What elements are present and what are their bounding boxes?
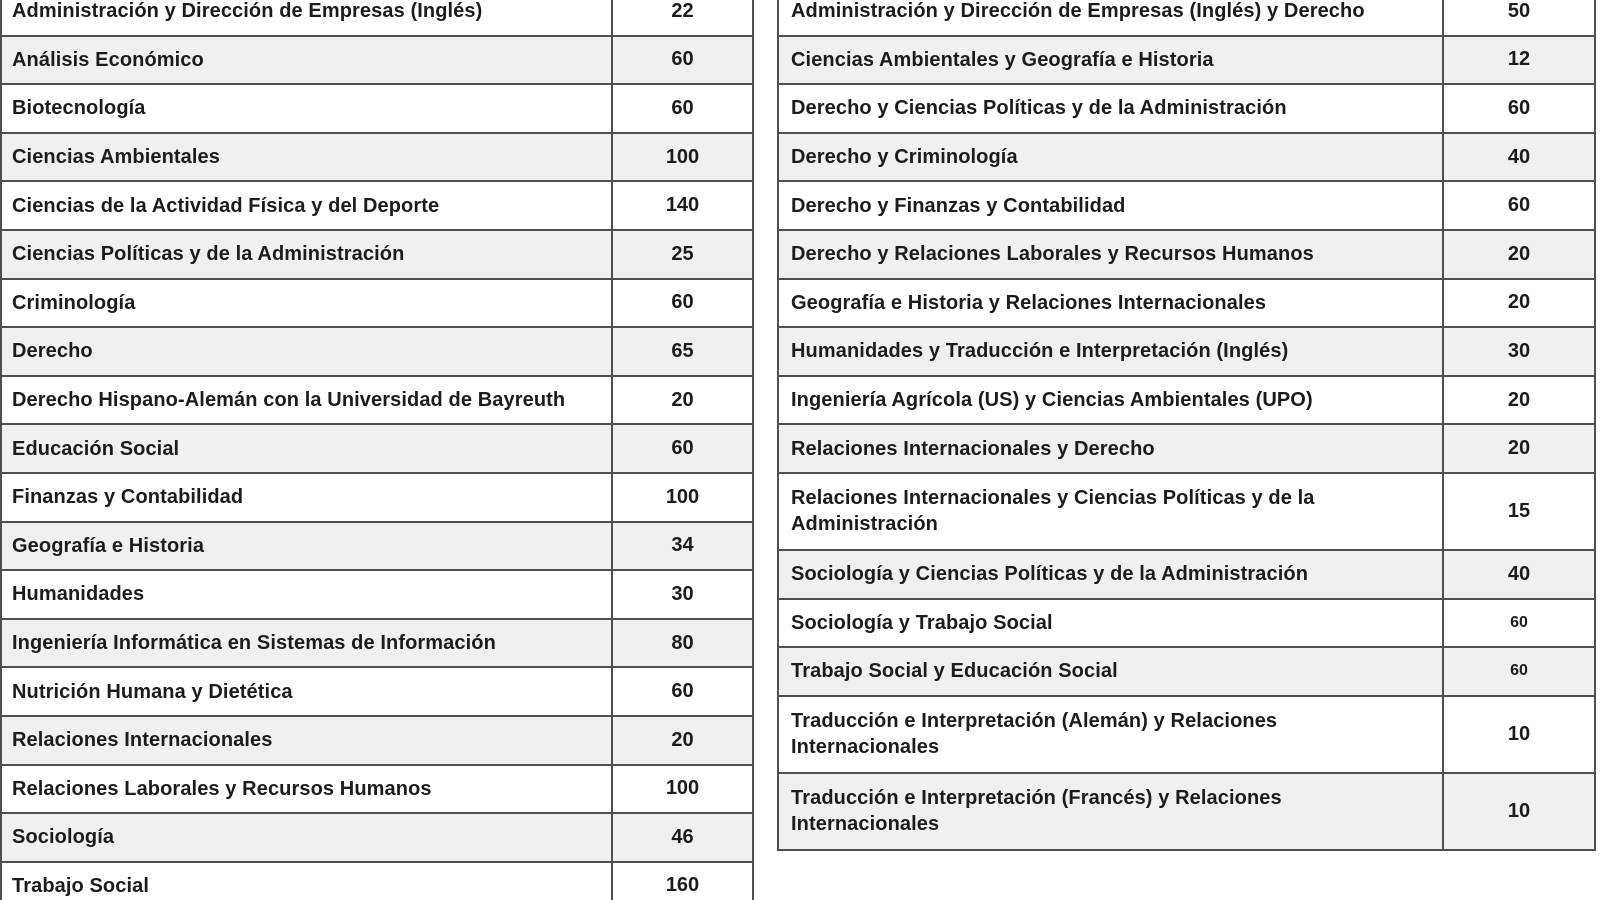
- degree-name-cell: Relaciones Internacionales: [12, 729, 273, 752]
- seats-value-cell: 30: [1442, 328, 1594, 375]
- seats-value-cell: 60: [611, 425, 752, 472]
- degree-name-cell: Análisis Económico: [12, 48, 204, 71]
- table-row: [779, 425, 1594, 474]
- seats-value-cell: 60: [611, 280, 752, 327]
- degree-name-cell: Geografía e Historia y Relaciones Internacionales: [791, 291, 1267, 314]
- table-row: [779, 231, 1594, 280]
- seats-value-cell: 40: [1442, 134, 1594, 181]
- seats-value-cell: 60: [611, 668, 752, 715]
- table-row: [779, 85, 1594, 134]
- degree-name-cell: Trabajo Social y Educación Social: [791, 660, 1118, 683]
- table-row: [779, 134, 1594, 183]
- table-row: [2, 280, 752, 329]
- seats-value-cell: 30: [611, 571, 752, 618]
- seats-value-cell: 60: [1442, 600, 1594, 647]
- table-row: [2, 37, 752, 86]
- degree-name-cell: Sociología y Trabajo Social: [791, 611, 1053, 634]
- table-row: [2, 766, 752, 815]
- degree-name-cell: Derecho y Finanzas y Contabilidad: [791, 194, 1126, 217]
- double-degrees-table: [777, 0, 1596, 851]
- seats-value-cell: 20: [1442, 231, 1594, 278]
- table-row: [779, 474, 1594, 551]
- table-row: [779, 600, 1594, 649]
- seats-value-cell: 50: [1442, 0, 1594, 35]
- seats-value-cell: 60: [611, 37, 752, 84]
- degree-name-cell: Ciencias Políticas y de la Administración: [12, 243, 405, 266]
- degree-name-cell: Ingeniería Agrícola (US) y Ciencias Ambientales (UPO): [791, 389, 1313, 412]
- table-row: [779, 551, 1594, 600]
- degree-name-cell: Derecho y Relaciones Laborales y Recursos Humanos: [791, 243, 1314, 266]
- table-row: [2, 377, 752, 426]
- degree-name-cell: Ciencias de la Actividad Física y del Deporte: [12, 194, 440, 217]
- seats-value-cell: 100: [611, 766, 752, 813]
- seats-value-cell: 20: [1442, 425, 1594, 472]
- table-row: [2, 231, 752, 280]
- degree-name-cell: Ciencias Ambientales y Geografía e Historia: [791, 48, 1214, 71]
- degree-name-cell: Administración y Dirección de Empresas (Inglés) y Derecho: [791, 0, 1365, 23]
- table-row: [779, 377, 1594, 426]
- seats-value-cell: 65: [611, 328, 752, 375]
- seats-value-cell: 60: [1442, 648, 1594, 695]
- table-row: [779, 648, 1594, 697]
- degree-name-cell: Ingeniería Informática en Sistemas de Información: [12, 632, 496, 655]
- degree-name-cell: Relaciones Laborales y Recursos Humanos: [12, 777, 432, 800]
- seats-value-cell: 160: [611, 863, 752, 900]
- table-row: [2, 134, 752, 183]
- degree-name-cell: Ciencias Ambientales: [12, 146, 221, 169]
- table-row: [2, 474, 752, 523]
- seats-value-cell: 60: [1442, 85, 1594, 132]
- single-degrees-table: [0, 0, 754, 900]
- table-row: [2, 0, 752, 37]
- seats-value-cell: 20: [1442, 280, 1594, 327]
- degree-name-cell: Biotecnología: [12, 97, 146, 120]
- degree-name-cell: Administración y Dirección de Empresas (Inglés): [12, 0, 483, 23]
- degree-name-cell: Criminología: [12, 291, 136, 314]
- seats-value-cell: 34: [611, 523, 752, 570]
- table-row: [2, 717, 752, 766]
- degree-name-cell: Traducción e Interpretación (Francés) y Relaciones Internacionales: [791, 787, 1282, 836]
- seats-value-cell: 20: [611, 717, 752, 764]
- seats-value-cell: 25: [611, 231, 752, 278]
- degree-name-cell: Humanidades: [12, 583, 145, 606]
- degree-name-cell: Relaciones Internacionales y Ciencias Políticas y de la Administración: [791, 487, 1315, 536]
- table-row: [779, 697, 1594, 774]
- table-row: [2, 863, 752, 900]
- degree-name-cell: Geografía e Historia: [12, 534, 205, 557]
- degree-name-cell: Traducción e Interpretación (Alemán) y Relaciones Internacionales: [791, 710, 1278, 759]
- degree-name-cell: Finanzas y Contabilidad: [12, 486, 244, 509]
- table-row: [2, 571, 752, 620]
- seats-value-cell: 80: [611, 620, 752, 667]
- table-row: [779, 37, 1594, 86]
- table-row: [2, 620, 752, 669]
- table-row: [2, 668, 752, 717]
- table-row: [779, 182, 1594, 231]
- degree-name-cell: Derecho y Criminología: [791, 146, 1018, 169]
- table-row: [2, 182, 752, 231]
- table-row: [2, 328, 752, 377]
- degree-name-cell: Derecho y Ciencias Políticas y de la Administración: [791, 97, 1287, 120]
- degree-name-cell: Derecho Hispano-Alemán con la Universidad de Bayreuth: [12, 389, 566, 412]
- seats-value-cell: 10: [1442, 774, 1594, 849]
- degree-name-cell: Relaciones Internacionales y Derecho: [791, 437, 1155, 460]
- table-row: [2, 523, 752, 572]
- seats-value-cell: 20: [1442, 377, 1594, 424]
- seats-value-cell: 46: [611, 814, 752, 861]
- seats-value-cell: 12: [1442, 37, 1594, 84]
- seats-value-cell: 10: [1442, 697, 1594, 772]
- seats-value-cell: 60: [611, 85, 752, 132]
- degree-name-cell: Trabajo Social: [12, 874, 150, 897]
- degree-name-cell: Humanidades y Traducción e Interpretación (Inglés): [791, 340, 1289, 363]
- table-row: [779, 328, 1594, 377]
- table-row: [779, 774, 1594, 851]
- seats-value-cell: 40: [1442, 551, 1594, 598]
- degree-name-cell: Sociología: [12, 826, 115, 849]
- seats-value-cell: 140: [611, 182, 752, 229]
- table-row: [779, 0, 1594, 37]
- table-row: [779, 280, 1594, 329]
- seats-value-cell: 20: [611, 377, 752, 424]
- table-row: [2, 85, 752, 134]
- table-row: [2, 425, 752, 474]
- seats-value-cell: 100: [611, 134, 752, 181]
- table-row: [2, 814, 752, 863]
- seats-value-cell: 22: [611, 0, 752, 35]
- degree-name-cell: Sociología y Ciencias Políticas y de la Administración: [791, 563, 1309, 586]
- degree-name-cell: Educación Social: [12, 437, 180, 460]
- degree-name-cell: Derecho: [12, 340, 93, 363]
- seats-value-cell: 100: [611, 474, 752, 521]
- degree-name-cell: Nutrición Humana y Dietética: [12, 680, 293, 703]
- seats-value-cell: 60: [1442, 182, 1594, 229]
- seats-value-cell: 15: [1442, 474, 1594, 549]
